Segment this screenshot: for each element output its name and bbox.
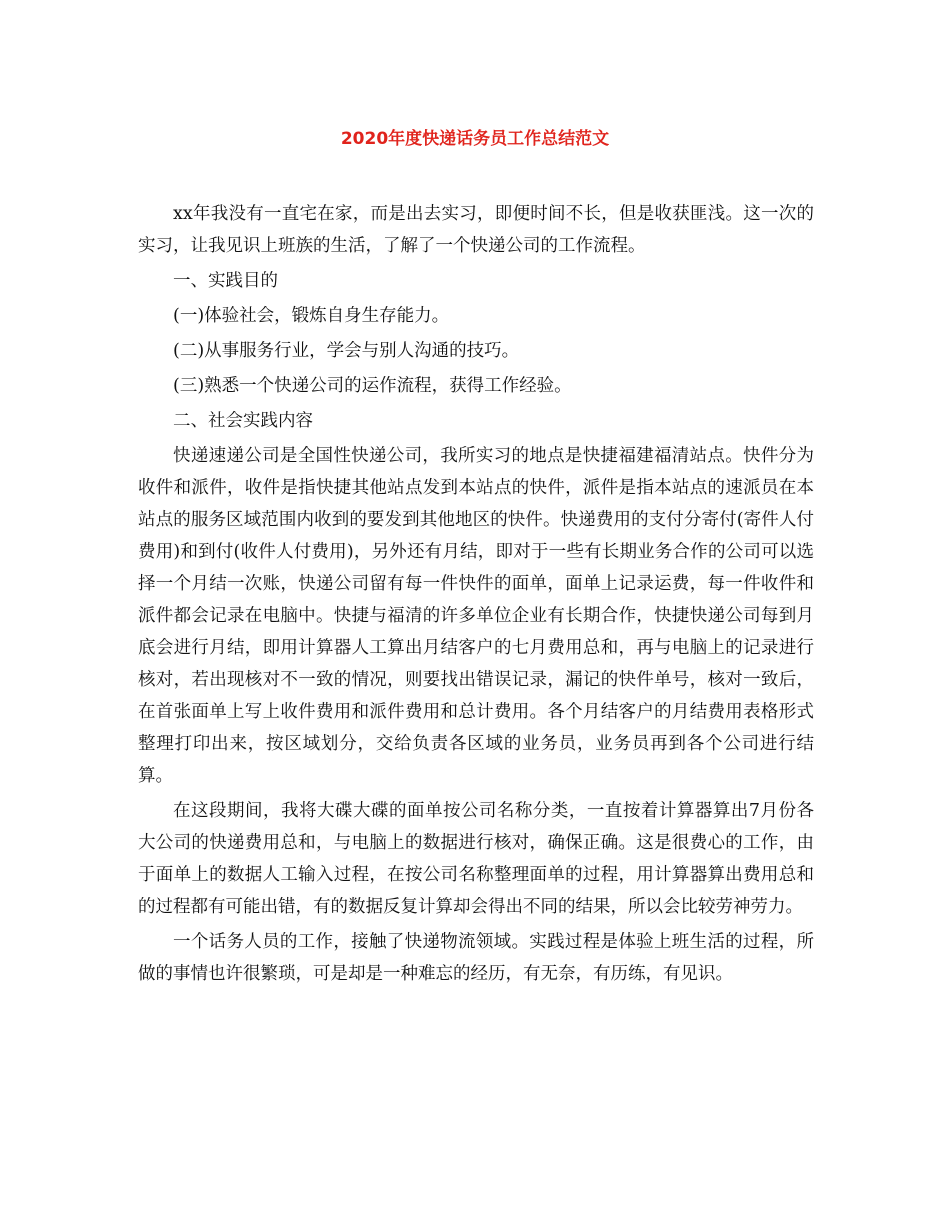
list-item-purpose-1: (一)体验社会，锻炼自身生存能力。 — [173, 306, 450, 326]
section-heading-purpose: 一、实践目的 — [173, 271, 278, 291]
paragraph-company-description: 快递速递公司是全国性快递公司，我所实习的地点是快捷福建福清站点。快件分为收件和派件，收件是指快捷其他站点发到本站点的快件，派件是指本站点的速派员在本站点的服务区域范围内收到的要发到其他地区的快件。快递费用的支付分寄付(寄件人付费用)和到付(收件人付费用)，另外还有月结，即对于一些有长期业务合作的公司可以选择一个月结一次账，快递公司留有每一件快件的面单，面单上记录运费，每一件收件和派件都会记录在电脑中。快捷与福清的许多单位企业有长期合作，快捷快递公司每到月底会进行月结，即用计算器人工算出月结客户的七月费用总和，再与电脑上的记录进行核对，若出现核对不一致的情况，则要找出错误记录，漏记的快件单号，核对一致后，在首张面单上写上收件费用和派件费用和总计费用。各个月结客户的月结费用表格形式整理打印出来，按区域划分，交给负责各区域的业务员，业务员再到各个公司进行结算。 — [138, 446, 814, 786]
document-title: 2020年度快递话务员工作总结范文 — [340, 129, 610, 149]
paragraph-conclusion: 一个话务人员的工作，接触了快递物流领域。实践过程是体验上班生活的过程，所做的事情也许很繁琐，可是却是一种难忘的经历，有无奈，有历练，有见识。 — [138, 932, 814, 984]
section-heading-content: 二、社会实践内容 — [173, 411, 313, 431]
document-body — [138, 198, 814, 990]
paragraph-intro: xx年我没有一直宅在家，而是出去实习，即便时间不长，但是收获匪浅。这一次的实习，让我见识上班族的生活，了解了一个快递公司的工作流程。 — [138, 204, 814, 256]
list-item-purpose-2: (二)从事服务行业，学会与别人沟通的技巧。 — [173, 341, 520, 361]
paragraph-work-period: 在这段期间，我将大碟大碟的面单按公司名称分类，一直按着计算器算出7月份各大公司的快递费用总和，与电脑上的数据进行核对，确保正确。这是很费心的工作，由于面单上的数据人工输入过程，在按公司名称整理面单的过程，用计算器算出费用总和的过程都有可能出错，有的数据反复计算却会得出不同的结果，所以会比较劳神劳力。 — [138, 801, 814, 917]
list-item-purpose-3: (三)熟悉一个快递公司的运作流程，获得工作经验。 — [173, 376, 572, 396]
